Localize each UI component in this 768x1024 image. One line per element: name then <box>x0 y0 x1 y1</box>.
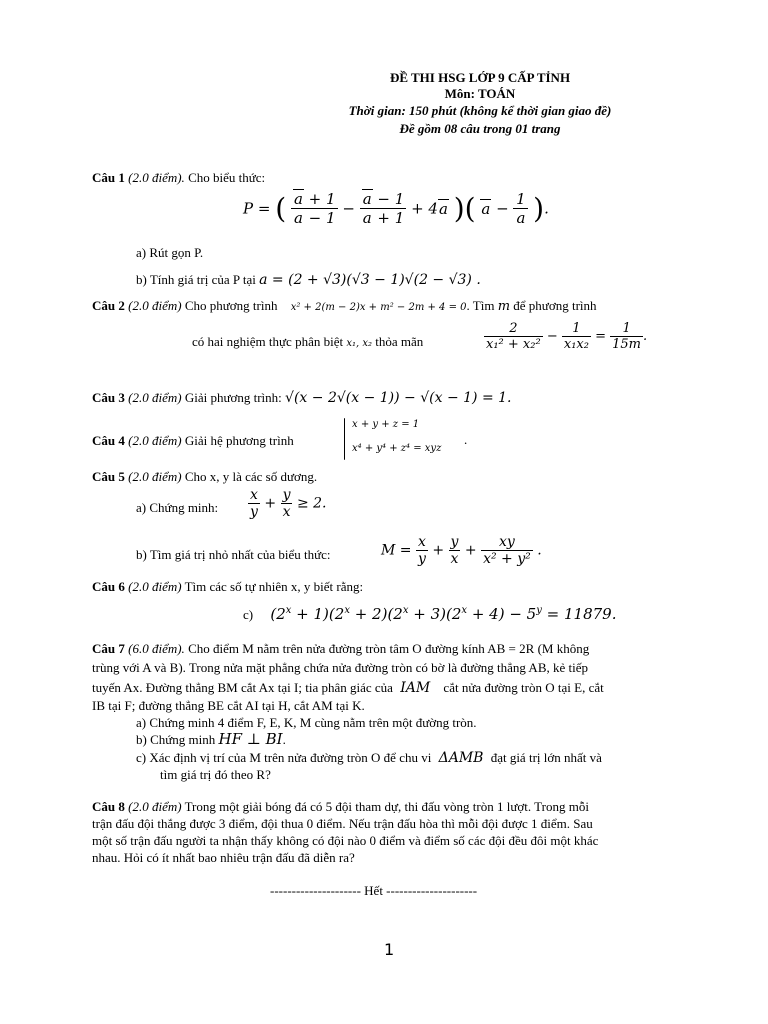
q6-intro: Câu 6 (2.0 điểm) Tìm các số tự nhiên x, y biết rằng: <box>92 579 364 594</box>
q7-part-c: c) Xác định vị trí của M trên nửa đường tròn O để chu vi ΔAMB đạt giá trị lớn nhất và <box>136 750 602 766</box>
q7-line1: Câu 7 (6.0 điểm). Cho điểm M nằm trên nửa đường tròn tâm O đường kính AB = 2R (M không <box>92 641 590 656</box>
end-marker: --------------------- Hết --------------------- <box>270 883 478 898</box>
q7-part-a: a) Chứng minh 4 điểm F, E, K, M cùng nằm trên một đường tròn. <box>136 715 477 730</box>
q1-part-a: a) Rút gọn P. <box>136 245 204 260</box>
q4-eq2: x⁴ + y⁴ + z⁴ = xyz <box>352 443 442 454</box>
q5-intro: Câu 5 (2.0 điểm) Cho x, y là các số dương. <box>92 469 318 484</box>
q2-formula: $\frac{2}{\text{x₁² + x₂²}}$ − $\frac{1}{\text{x₁x₂}}$ = $\frac{1}{15m}$ . <box>486 321 648 352</box>
exam-time: Thời gian: 150 phút (không kể thời gian giao đề) <box>348 103 612 118</box>
page-number: 1 <box>384 940 395 959</box>
q2-intro: Câu 2 (2.0 điểm) Cho phương trình x² + 2(m − 2)x + m² − 2m + 4 = 0. Tìm m để phương trình <box>92 298 597 314</box>
q8-line3: một số trận đấu người ta nhận thấy không có đội nào 0 điểm và điểm số các đội đều đôi một khác <box>92 833 599 848</box>
q4-intro: Câu 4 (2.0 điểm) Giải hệ phương trình <box>92 433 294 448</box>
q8-line1: Câu 8 (2.0 điểm) Trong một giải bóng đá có 5 đội tham dự, thi đấu vòng tròn 1 lượt. Trong mỗi <box>92 799 589 814</box>
q1-part-b: b) Tính giá trị của P tại a = (2 + √3)(√3 − 1)√(2 − √3) . <box>136 272 481 288</box>
q7-line3: tuyến Ax. Đường thẳng BM cắt Ax tại I; tia phân giác của IAM cắt nửa đường tròn O tại E, cắt <box>92 680 604 696</box>
q4-period: . <box>464 432 468 447</box>
q5-a-formula: $\frac{x}{y}$ + $\frac{y}{x}$ ≥ 2. <box>250 487 327 520</box>
q1-formula: P = ( $\frac{a + 1}{a - 1}$ − $\frac{a - 1}{a + 1}$ + 4a )( a − $\frac{1}{a}$ ). <box>243 190 549 227</box>
q1-intro: Câu 1 (2.0 điểm). Cho biểu thức: <box>92 170 266 185</box>
exam-info: Đề gồm 08 câu trong 01 trang <box>399 121 561 136</box>
q7-line4: IB tại F; đường thẳng BE cắt AI tại H, cắt AM tại K. <box>92 698 365 713</box>
exam-title: ĐỀ THI HSG LỚP 9 CẤP TỈNH <box>389 70 571 85</box>
exam-subject: Môn: TOÁN <box>444 86 516 101</box>
q5-part-a: a) Chứng minh: <box>136 500 219 515</box>
q2-condition: có hai nghiệm thực phân biệt x₁, x₂ thỏa mãn <box>192 334 424 349</box>
q7-part-c-2: tìm giá trị đó theo R? <box>160 767 271 782</box>
q4-brace <box>344 418 345 460</box>
q5-b-formula: M = $\frac{x}{y}$ + $\frac{y}{x}$ + $\frac{xy}{\text{x² + y²}}$ . <box>381 534 542 567</box>
q7-part-b: b) Chứng minh HF ⊥ BI. <box>136 730 286 748</box>
q5-part-b: b) Tìm giá trị nhỏ nhất của biểu thức: <box>136 547 331 562</box>
q6-part-c: c) $(2^x + 1)(2^x + 2)(2^x + 3)(2^x + 4) - 5^y = 11879$. <box>243 605 617 623</box>
q7-line2: trùng với A và B). Trong nửa mặt phẳng chứa nửa đường tròn có bờ là đường thẳng AB, kẻ tiếp <box>92 660 589 675</box>
q8-line4: nhau. Hỏi có ít nhất bao nhiêu trận đấu đã diễn ra? <box>92 850 355 865</box>
q3-intro: Câu 3 (2.0 điểm) Giải phương trình: √(x − 2√(x − 1)) − √(x − 1) = 1. <box>92 390 512 406</box>
q8-line2: trận đấu đội thắng được 3 điểm, đội thua 0 điểm. Nếu trận đấu hòa thì mỗi đội được 1 điểm. Sau <box>92 816 593 831</box>
q4-eq1: x + y + z = 1 <box>352 419 420 430</box>
